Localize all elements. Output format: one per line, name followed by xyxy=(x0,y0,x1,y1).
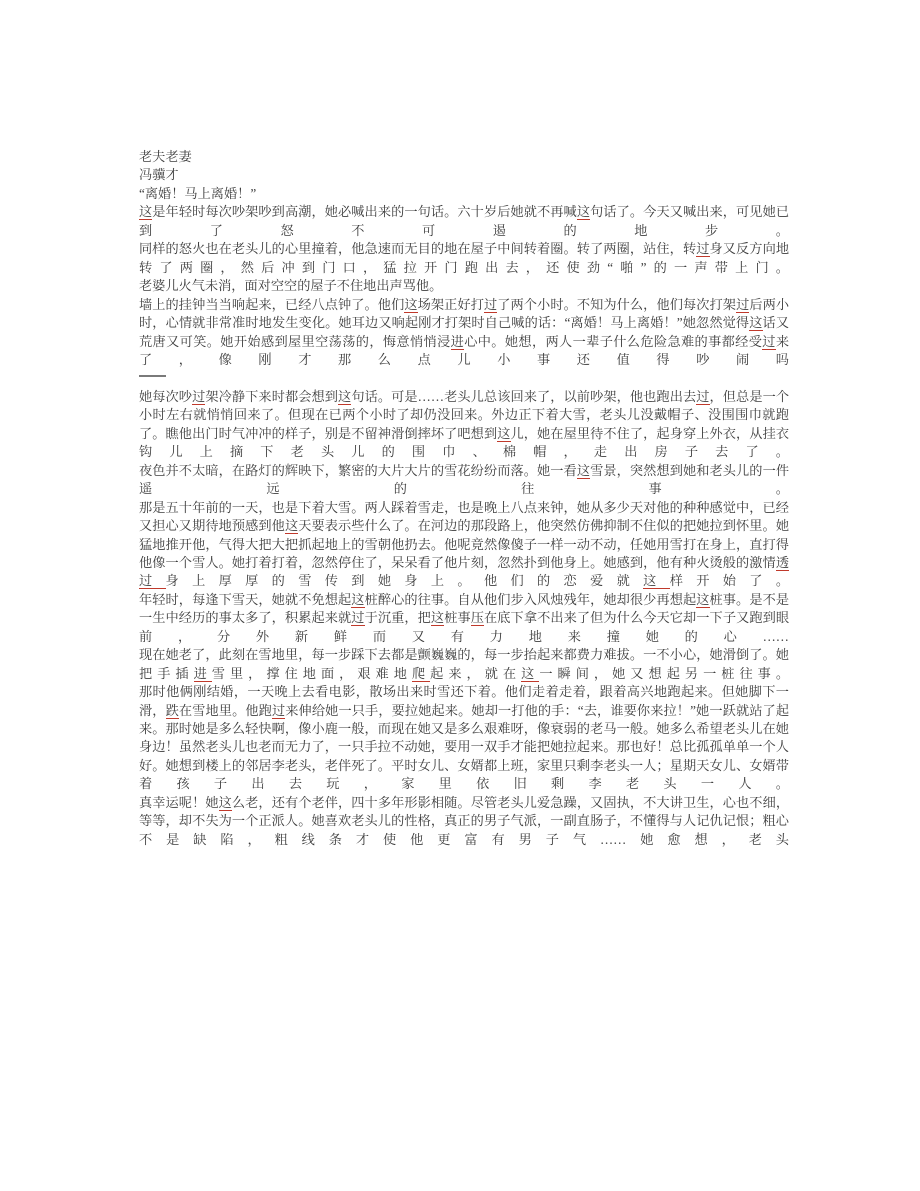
spellcheck-underline: 过 xyxy=(483,296,498,312)
spellcheck-underline: 爬 xyxy=(411,665,431,681)
paragraph-6: 夜色并不太暗，在路灯的辉映下，繁密的大片大片的雪花纷纷而落。她一看这雪景，突然想到她和老头儿的一件遥远的往事。 xyxy=(139,462,790,497)
spellcheck-underline: 过 xyxy=(351,610,365,626)
spellcheck-underline: 这 xyxy=(696,591,710,607)
paragraph-4: 墙上的挂钟当当响起来，已经八点钟了。他们这场架正好打过了两个小时。不知为什么，他们每次打架过后两小时，心情就非常准时地发生变化。她耳边又响起刚才打架时自己喊的话：“离婚！马上离婚！”她忽然觉得这话又荒唐又可笑。她开始感到屋里空荡荡的，悔意悄悄浸进心中。她想，两人一辈子什么危险急难的事都经受过来了，像刚才那么点儿小事还值得吵闹吗 xyxy=(139,296,790,367)
paragraph-11: 真幸运呢！她这么老，还有个老伴，四十多年形影相随。尽管老头儿爱急躁，又固执，不大讲卫生，心也不细，等等，却不失为一个正派人。她喜欢老头儿的性格，真正的男子气派，一副直肠子，不懂得与人记仇记恨；粗心不是缺陷，粗线条才使他更富有男子气……她愈想，老头 xyxy=(139,794,790,847)
spellcheck-underline: 跌 xyxy=(165,702,179,718)
paragraph-10: 那时他俩刚结婚，一天晚上去看电影，散场出来时雪还下着。他们走着走着，跟着高兴地跑起来。但她脚下一滑，跌在雪地里。他跑过来伸给她一只手，要拉她起来。她却一打他的手：“去，谁要你来拉！”她一跃就站了起来。那时她是多么轻快啊，像小鹿一般，而现在她又是多么艰难呀，像衰弱的老马一般。她多么希望老头儿在她身边！虽然老头儿也老而无力了，一只手拉不动她，要用一双手才能把她拉起来。那也好！总比孤孤单单一个人好。她想到楼上的邻居李老头，老伴死了。平时女儿、女婿都上班，家里只剩李老头一人；星期天女儿、女婿带着孩子出去玩，家里依旧剩李老头一人。 xyxy=(139,684,790,792)
paragraph-3: 老婆儿火气未消，面对空空的屋子不住地出声骂他。 xyxy=(139,278,443,294)
spellcheck-underline: 这 xyxy=(643,573,670,589)
spellcheck-underline: 过 xyxy=(192,388,206,404)
spellcheck-underline: 这 xyxy=(497,425,511,441)
spellcheck-underline: 过 xyxy=(271,702,286,718)
spellcheck-underline: 这 xyxy=(521,665,540,681)
spellcheck-underline: 这 xyxy=(576,204,591,220)
spellcheck-underline: 透 xyxy=(775,554,789,570)
spellcheck-underline: 过 xyxy=(736,296,750,312)
spellcheck-underline: 这 xyxy=(351,591,365,607)
spellcheck-underline: 压 xyxy=(470,610,485,626)
spellcheck-underline: 过 xyxy=(696,388,710,404)
spellcheck-underline: 这 xyxy=(576,462,591,478)
paragraph-1: 这是年轻时每次吵架吵到高潮，她必喊出来的一句话。六十岁后她就不再喊这句话了。今天又喊出来，可见她已到了怒不可遏的地步。 xyxy=(139,204,790,238)
paragraph-7: 那是五十年前的一天，也是下着大雪。两人踩着雪走，也是晚上八点来钟，她从多少天对他的种种感觉中，已经又担心又期待地预感到他这天要表示些什么了。在河边的那段路上，他突然仿佛抑制不住似的把她拉到怀里。她猛地推开他，气得大把大把抓起地上的雪朝他扔去。他呢竟然像傻子一样一动不动，任她用雪打在身上，直打得他像一个雪人。她打着打着，忽然停住了，呆呆看了他片刻，忽然扑到他身上。她感到，他有种火烫般的激情透过身上厚厚的雪传到她身上。他们的恋爱就这样开始了。 xyxy=(139,499,790,589)
paragraph-opening-quote: “离婚！马上离婚！” xyxy=(139,185,257,201)
spellcheck-underline: 这 xyxy=(139,204,153,220)
story-title: 老夫老妻 xyxy=(139,149,192,164)
spellcheck-underline: 进 xyxy=(193,665,212,681)
spellcheck-underline: 这 xyxy=(430,610,445,626)
spellcheck-underline: 进 xyxy=(450,333,465,349)
spellcheck-underline: 过 xyxy=(696,241,710,257)
paragraph-2: 同样的怒火也在老头儿的心里撞着，他急速而无目的地在屋子中间转着圈。转了两圈，站住，转过身又反方向地转了两圈，然后冲到门口，猛拉开门跑出去，还使劲“啪”的一声带上门。 xyxy=(139,241,790,275)
story-author: 冯骥才 xyxy=(139,167,179,183)
spellcheck-underline: 这 xyxy=(218,794,232,810)
document-text-body xyxy=(139,148,789,849)
paragraph-5: 她每次吵过架冷静下来时都会想到这句话。可是……老头儿总该回来了，以前吵架，他也跑出去过，但总是一个小时左右就悄悄回来了。但现在已两个小时了却仍没回来。外边正下着大雪，老头儿没戴帽子、没围围巾就跑了。瞧他出门时气冲冲的样子，别是不留神滑倒摔坏了吧想到这儿，她在屋里待不住了，起身穿上外衣，从挂衣钩儿上摘下老头儿的围巾、棉帽，走出房子去了。 xyxy=(139,388,790,460)
paragraph-8: 年轻时，每逢下雪天，她就不免想起这桩醉心的往事。自从他们步入风烛残年，她却很少再想起这桩事。是不是一生中经历的事太多了，积累起来就过于沉重，把这桩事压在底下拿不出来了但为什么今天它却一下子又跑到眼前，分外新鲜而又有力地来撞她的心…… xyxy=(139,591,790,644)
spellcheck-underline: 这 xyxy=(284,518,299,534)
paragraph-9: 现在她老了，此刻在雪地里，每一步踩下去都是颤巍巍的，每一步抬起来都费力难拔。一不小心，她滑倒了。她把手插进雪里，撑住地面，艰难地爬起来，就在这一瞬间，她又想起另一桩往事。 xyxy=(139,647,790,681)
spellcheck-underline: 过 xyxy=(762,333,776,349)
em-dash-separator xyxy=(139,369,166,387)
spellcheck-underline: 过 xyxy=(139,573,166,589)
spellcheck-underline: 这 xyxy=(404,296,418,312)
spellcheck-underline: 这 xyxy=(338,388,352,404)
spellcheck-underline: 这 xyxy=(749,315,763,331)
